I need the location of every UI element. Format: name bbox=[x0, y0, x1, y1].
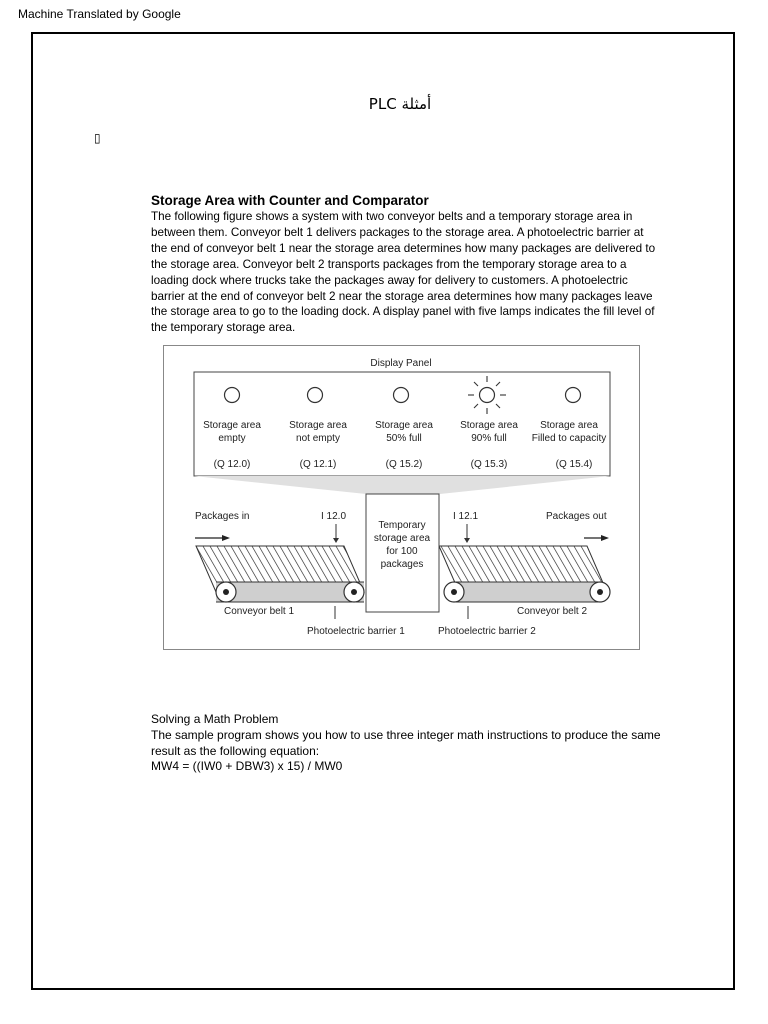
lamp-off-icon bbox=[566, 388, 581, 403]
body-line: the temporary storage area. bbox=[151, 321, 296, 335]
lamp-address: (Q 12.0) bbox=[213, 459, 251, 470]
lamp-label: not empty bbox=[296, 433, 340, 444]
body-line: the end of conveyor belt 1 near the storage area determines how many packages are delivered to bbox=[151, 241, 656, 255]
conveyor-belt-1 bbox=[196, 546, 364, 602]
body-line: between them. Conveyor belt 1 delivers packages to the storage area. A photoelectric barrier at bbox=[151, 225, 644, 239]
lamp-label: Storage area bbox=[203, 420, 261, 431]
lamp-label: Storage area bbox=[460, 420, 518, 431]
body-line: loading dock where trucks take the packages away for delivery to customers. A photoelectric bbox=[151, 273, 628, 287]
arrow-out-icon bbox=[584, 535, 609, 541]
body-line: barrier at the end of conveyor belt 2 near the storage area determines how many packages leave bbox=[151, 289, 653, 303]
lamp-label: Filled to capacity bbox=[531, 433, 607, 444]
arrow-in-icon bbox=[195, 535, 230, 541]
arabic-page-title: أمثلة PLC bbox=[368, 95, 432, 113]
math-section-body bbox=[151, 728, 671, 775]
conveyor-belt-2 bbox=[439, 546, 610, 602]
input-2-label: I 12.1 bbox=[453, 511, 479, 522]
lamp-label: Storage area bbox=[289, 420, 347, 431]
lamp-address: (Q 15.3) bbox=[470, 459, 508, 470]
lamp-label: Storage area bbox=[375, 420, 433, 431]
body-line: The following figure shows a system with two conveyor belts and a temporary storage area in bbox=[151, 210, 633, 223]
lamp-off-icon bbox=[225, 388, 240, 403]
body-line: the storage area. Conveyor belt 2 transports packages from the temporary storage area to a bbox=[151, 257, 627, 271]
barrier-2-sensor-icon bbox=[464, 524, 470, 543]
lamp-address: (Q 12.1) bbox=[299, 459, 337, 470]
section-body bbox=[151, 209, 661, 336]
section-title: Storage Area with Counter and Comparator bbox=[151, 193, 429, 208]
input-1-label: I 12.0 bbox=[321, 511, 347, 522]
lamp-label: 50% full bbox=[386, 433, 422, 444]
lamp-label: 90% full bbox=[471, 433, 507, 444]
lamp-address: (Q 15.4) bbox=[555, 459, 593, 470]
missing-glyph-box: ▯ bbox=[94, 131, 101, 145]
storage-label: packages bbox=[380, 559, 424, 570]
lamp-address: (Q 15.2) bbox=[385, 459, 423, 470]
display-panel-label: Display Panel bbox=[370, 358, 432, 369]
packages-in-label: Packages in bbox=[195, 511, 250, 522]
lamp-label: empty bbox=[218, 433, 246, 444]
barrier-1-label: Photoelectric barrier 1 bbox=[307, 626, 405, 637]
math-equation: MW4 = ((IW0 + DBW3) x 15) / MW0 bbox=[151, 759, 343, 773]
math-line: result as the following equation: bbox=[151, 743, 320, 758]
conveyor-2-label: Conveyor belt 2 bbox=[517, 606, 588, 617]
conveyor-diagram bbox=[164, 346, 641, 651]
lamp-off-icon bbox=[394, 388, 409, 403]
conveyor-1-label: Conveyor belt 1 bbox=[224, 606, 295, 617]
lamp-lit-icon bbox=[480, 388, 495, 403]
barrier-1-sensor-icon bbox=[333, 524, 339, 543]
math-line: The sample program shows you how to use three integer math instructions to produce the same bbox=[151, 728, 661, 742]
conveyor-figure bbox=[163, 345, 640, 650]
lamp-label: Storage area bbox=[540, 420, 598, 431]
lamp-off-icon bbox=[308, 388, 323, 403]
body-line: the storage area to go to the loading dock. A display panel with five lamps indicates the fill level of bbox=[151, 305, 655, 319]
math-section-title: Solving a Math Problem bbox=[151, 712, 279, 726]
machine-translated-header: Machine Translated by Google bbox=[18, 7, 181, 21]
storage-label: for 100 bbox=[386, 546, 418, 557]
barrier-2-label: Photoelectric barrier 2 bbox=[438, 626, 536, 637]
storage-label: storage area bbox=[373, 533, 431, 544]
storage-label: Temporary bbox=[378, 520, 426, 531]
panel-shadow bbox=[194, 476, 610, 494]
packages-out-label: Packages out bbox=[546, 511, 607, 522]
